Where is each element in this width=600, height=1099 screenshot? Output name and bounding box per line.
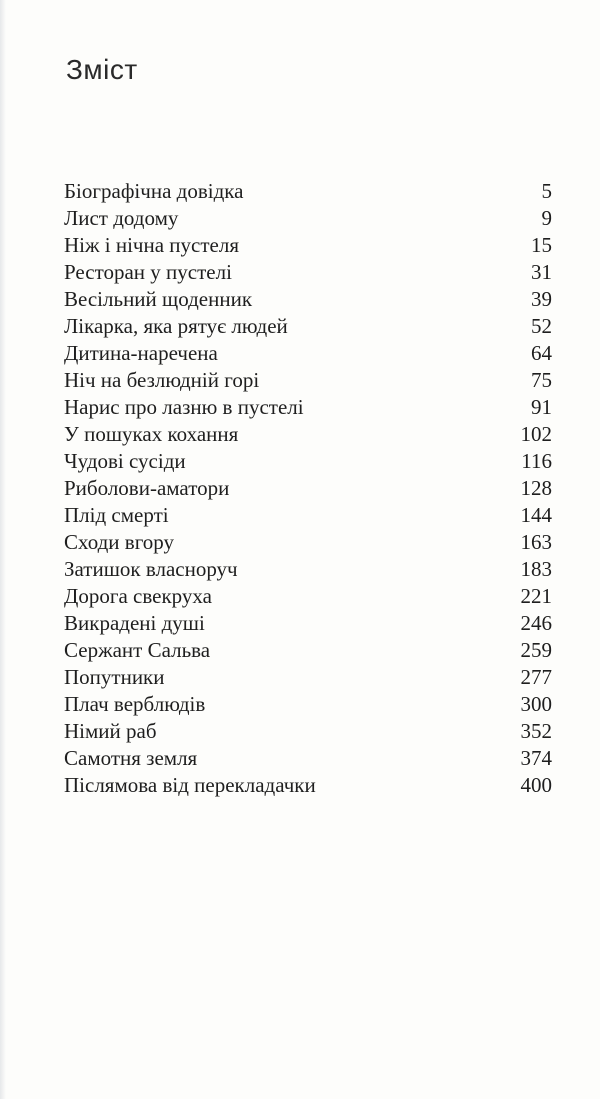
toc-entry-page-number: 163 [520, 530, 552, 554]
toc-entry-page-number: 31 [531, 260, 552, 284]
toc-entry [64, 232, 552, 259]
toc-entry-page-number: 15 [531, 233, 552, 257]
toc-entry [64, 583, 552, 610]
toc-entry-title: Попутники [64, 665, 165, 689]
toc-entry [64, 745, 552, 772]
toc-entry-page-number: 64 [531, 341, 552, 365]
toc-entry-title: Біографічна довідка [64, 179, 244, 203]
toc-entry-title: Викрадені душі [64, 611, 205, 635]
table-of-contents [64, 178, 552, 799]
toc-entry [64, 205, 552, 232]
toc-entry-title: Плід смерті [64, 503, 169, 527]
toc-entry-title: Риболови-аматори [64, 476, 230, 500]
toc-entry [64, 178, 552, 205]
toc-entry-title: Ресторан у пустелі [64, 260, 232, 284]
toc-entry-page-number: 183 [520, 557, 552, 581]
toc-entry-page-number: 5 [541, 179, 552, 203]
toc-entry-page-number: 352 [520, 719, 552, 743]
toc-entry-title: Самотня земля [64, 746, 198, 770]
toc-entry [64, 475, 552, 502]
toc-entry-page-number: 75 [531, 368, 552, 392]
toc-entry [64, 691, 552, 718]
toc-entry [64, 340, 552, 367]
toc-entry-page-number: 128 [520, 476, 552, 500]
toc-entry-title: Сходи вгору [64, 530, 175, 554]
toc-entry-page-number: 374 [520, 746, 552, 770]
toc-entry-page-number: 52 [531, 314, 552, 338]
toc-entry [64, 448, 552, 475]
toc-entry-title: Нарис про лазню в пустелі [64, 395, 304, 419]
toc-entry [64, 529, 552, 556]
toc-entry-page-number: 102 [520, 422, 552, 446]
toc-entry [64, 772, 552, 799]
toc-entry-title: Чудові сусіди [64, 449, 186, 473]
toc-entry [64, 286, 552, 313]
toc-entry [64, 313, 552, 340]
toc-entry-title: Затишок власноруч [64, 557, 238, 581]
toc-entry-title: Німий раб [64, 719, 157, 743]
toc-entry-title: Дорога свекруха [64, 584, 212, 608]
toc-entry-page-number: 9 [541, 206, 552, 230]
toc-entry-title: Ніч на безлюдній горі [64, 368, 260, 392]
toc-entry-title: Ніж і нічна пустеля [64, 233, 239, 257]
toc-entry-page-number: 300 [520, 692, 552, 716]
page-edge-shadow [0, 0, 6, 1099]
toc-entry-title: У пошуках кохання [64, 422, 239, 446]
toc-entry [64, 502, 552, 529]
toc-entry-page-number: 221 [520, 584, 552, 608]
toc-entry-page-number: 116 [521, 449, 552, 473]
toc-entry [64, 637, 552, 664]
toc-entry [64, 394, 552, 421]
toc-entry-page-number: 246 [520, 611, 552, 635]
toc-entry [64, 556, 552, 583]
toc-entry-page-number: 91 [531, 395, 552, 419]
toc-entry-page-number: 144 [520, 503, 552, 527]
toc-entry [64, 718, 552, 745]
toc-entry-title: Весільний щоденник [64, 287, 253, 311]
toc-entry-title: Дитина-наречена [64, 341, 218, 365]
toc-entry-title: Післямова від перекладачки [64, 773, 316, 797]
toc-entry-page-number: 277 [520, 665, 552, 689]
toc-entry-page-number: 39 [531, 287, 552, 311]
toc-entry [64, 421, 552, 448]
toc-entry-page-number: 259 [520, 638, 552, 662]
toc-entry-title: Сержант Сальва [64, 638, 211, 662]
toc-entry [64, 367, 552, 394]
toc-entry-title: Лист додому [64, 206, 179, 230]
toc-entry-title: Лікарка, яка рятує людей [64, 314, 288, 338]
toc-entry [64, 259, 552, 286]
toc-entry [64, 664, 552, 691]
page-title: Зміст [66, 54, 138, 85]
toc-entry-title: Плач верблюдів [64, 692, 206, 716]
toc-entry-page-number: 400 [520, 773, 552, 797]
toc-entry [64, 610, 552, 637]
